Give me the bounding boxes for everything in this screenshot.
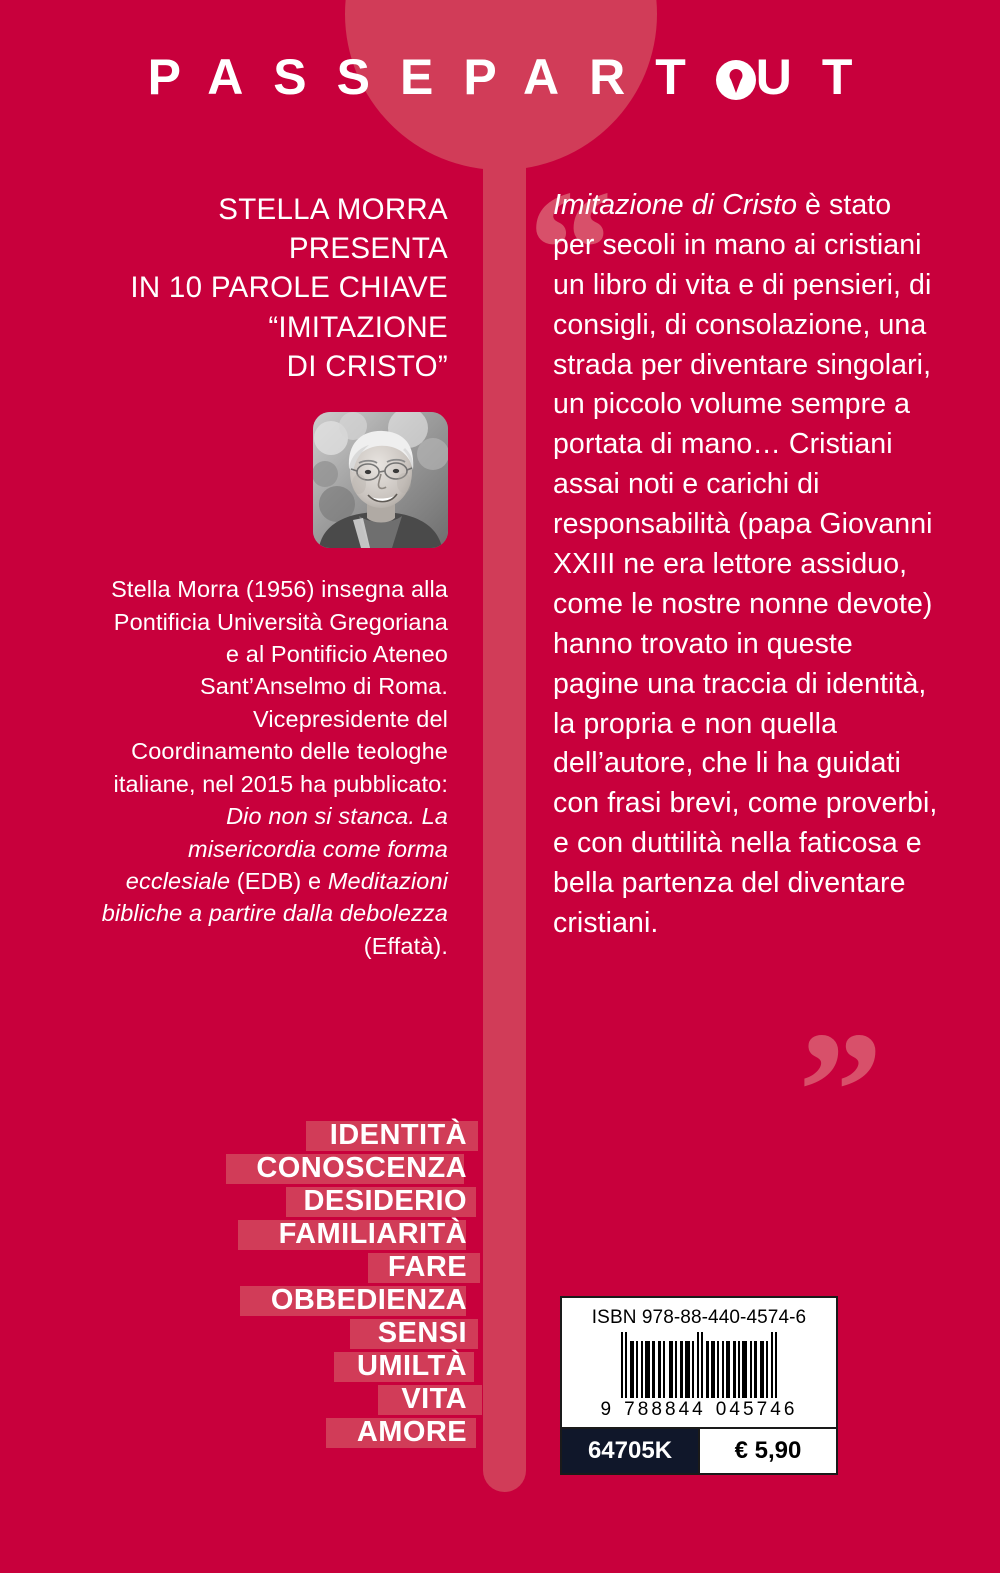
keyword-list — [0, 1119, 470, 1449]
brand-text-part-1: PASSEPART — [147, 49, 716, 105]
keyword-item — [0, 1317, 470, 1350]
price-label: € 5,90 — [698, 1429, 836, 1473]
keyword-item — [0, 1383, 470, 1416]
keyword-label: VITA — [401, 1383, 467, 1415]
portrait-illustration — [313, 412, 448, 548]
bio-part-3: (Effatà). — [363, 932, 448, 959]
left-column — [96, 190, 448, 962]
bio-part-2: (EDB) e — [230, 867, 328, 894]
quote-text — [553, 186, 938, 944]
barcode-digit-group-left: 9 — [600, 1399, 615, 1420]
quote-book-title: Imitazione di Cristo — [553, 189, 798, 221]
keyword-label: UMILTÀ — [357, 1350, 467, 1382]
barcode-digit-group-mid: 788844 — [624, 1399, 706, 1420]
keyword-item — [0, 1284, 470, 1317]
presents-line-5: DI CRISTO” — [286, 349, 448, 383]
author-biography — [96, 573, 448, 962]
keyword-label: OBBEDIENZA — [270, 1284, 467, 1316]
price-row — [562, 1427, 836, 1473]
bio-part-1: Stella Morra (1956) insegna alla Pontificia Università Gregoriana e al Pontificio Ateneo Sant’Anselmo di Roma. Vicepresidente del Coordinamento delle teologhe italiane, nel 2015 ha pubblicato: — [111, 576, 448, 797]
keyword-item — [0, 1350, 470, 1383]
keyword-item — [0, 1185, 470, 1218]
presents-line-4: “IMITAZIONE — [268, 310, 448, 344]
presents-heading — [96, 190, 448, 386]
keyword-item — [0, 1416, 470, 1449]
keyword-label: FARE — [387, 1251, 467, 1283]
close-quote-mark-icon: ” — [798, 997, 883, 1185]
keyword-label: IDENTITÀ — [329, 1119, 467, 1151]
isbn-label: ISBN 978-88-440-4574-6 — [591, 1307, 807, 1328]
quote-block — [528, 155, 938, 1185]
keyhole-watermark-stem — [483, 140, 526, 1492]
keyhole-o-icon — [716, 60, 756, 100]
presents-line-3: IN 10 PAROLE CHIAVE — [130, 271, 448, 305]
keyword-label: FAMILIARITÀ — [278, 1218, 467, 1250]
barcode-digits — [562, 1398, 836, 1427]
quote-body: è stato per secoli in mano ai cristiani un libro di vita e di pensieri, di consigli, di consolazione, una strada per diventare singolari, un piccolo volume sempre a portata di mano… Cristiani assai noti e carichi di responsabilità (papa Giovanni XXIII ne era lettore assiduo, come le nostre nonne devote) hanno trovato in queste pagine una traccia di identità, la propria e non quella dell’autore, che li ha guidati con frasi brevi, come proverbi, e con duttilità nella faticosa e bella partenza del diventare cristiani. — [553, 189, 938, 940]
internal-code: 64705K — [562, 1429, 698, 1473]
open-quote-mark-icon: “ — [528, 155, 613, 343]
barcode-bars — [562, 1332, 836, 1398]
keyword-label: CONOSCENZA — [256, 1152, 467, 1184]
bio-book-title-2: Meditazioni bibliche a partire dalla debolezza — [101, 867, 448, 927]
keyword-item — [0, 1251, 470, 1284]
keyword-item — [0, 1218, 470, 1251]
keyword-label: AMORE — [356, 1416, 467, 1448]
keyword-label: DESIDERIO — [303, 1185, 467, 1217]
series-brand-title — [0, 49, 1000, 105]
brand-text-part-2: UT — [755, 49, 883, 105]
keyword-item — [0, 1152, 470, 1185]
barcode-digit-group-right: 045746 — [715, 1399, 798, 1420]
author-portrait-photo — [313, 412, 448, 548]
barcode-block — [560, 1296, 838, 1475]
keyword-label: SENSI — [377, 1317, 467, 1349]
presents-line-1: STELLA MORRA — [218, 193, 448, 226]
keyword-item — [0, 1119, 470, 1152]
bio-book-title-1: Dio non si stanca. La misericordia come forma ecclesiale — [125, 803, 448, 894]
presents-line-2: PRESENTA — [288, 232, 448, 266]
